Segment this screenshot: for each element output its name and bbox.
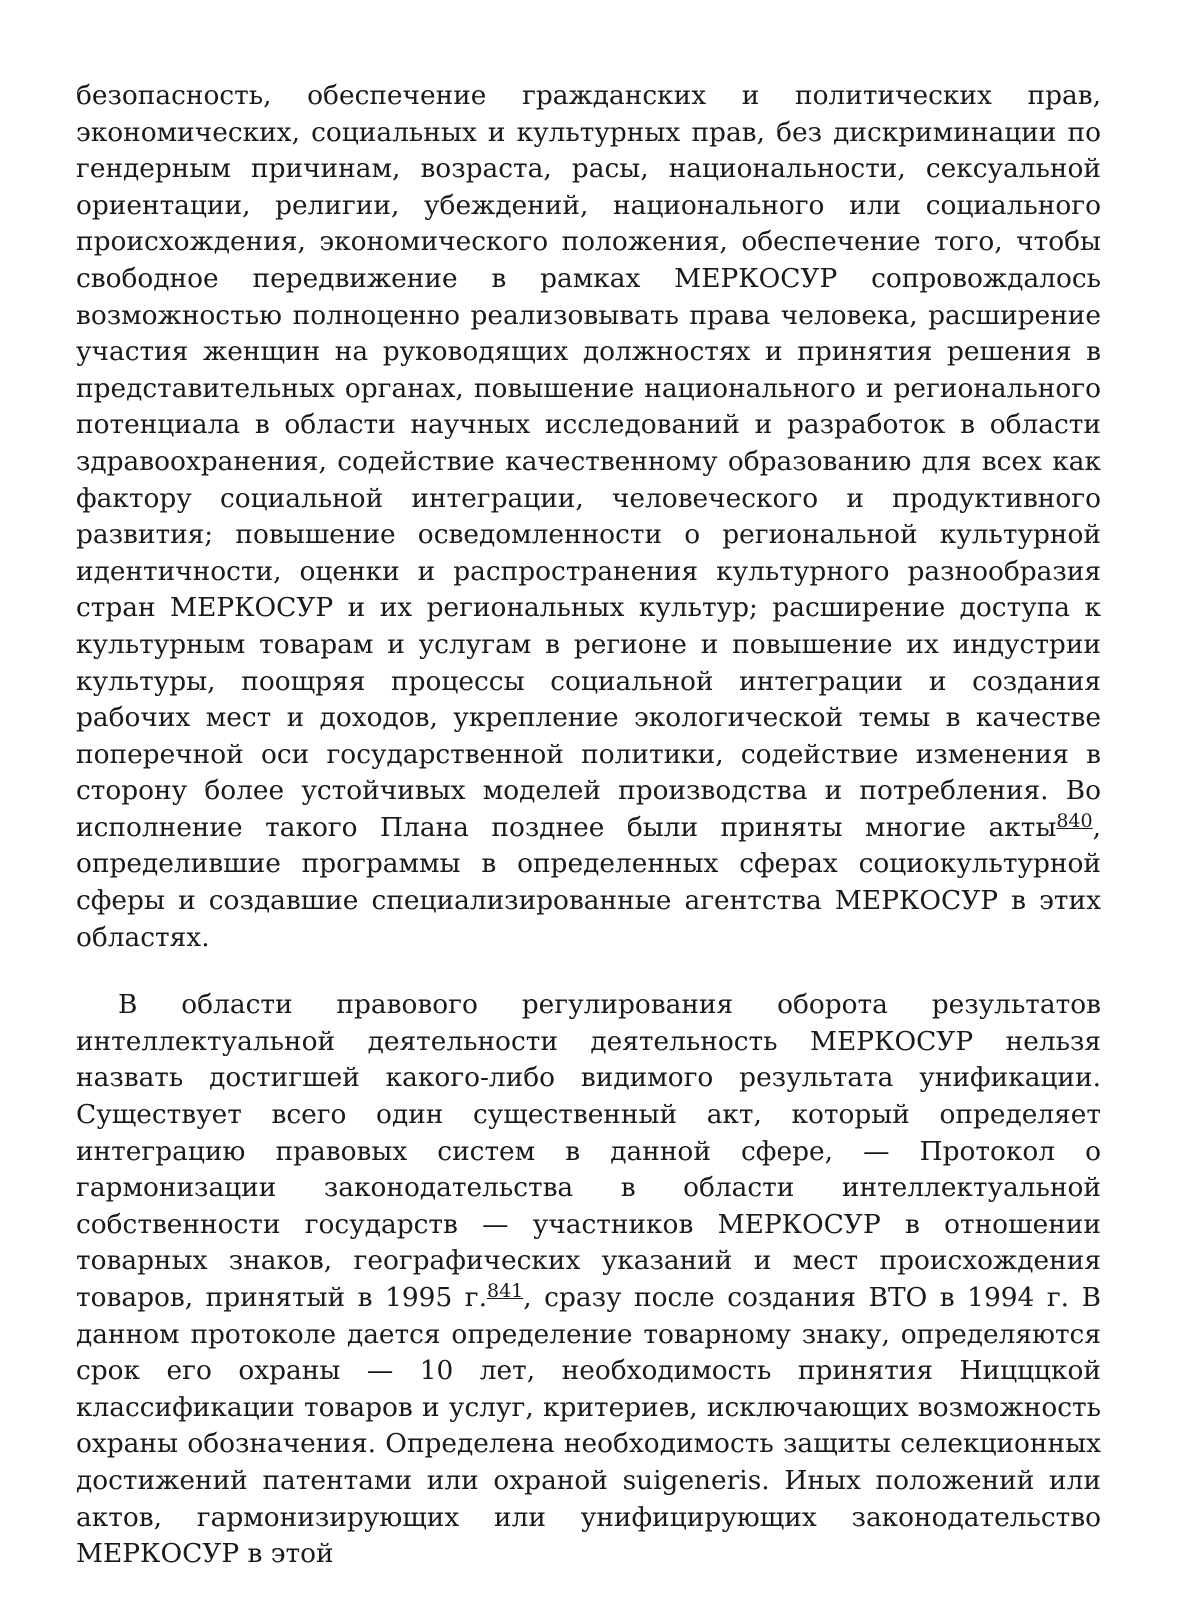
footnote-link-841[interactable]: 841 <box>486 1280 524 1302</box>
paragraph-2-text-b: , сразу после создания ВТО в 1994 г. В данном протоколе дается определение товарному знаку, определяются срок его охраны — 10 лет, необходимость принятия Ницццкой классификации товаров и услуг, критериев, исключающих возможность охраны обозначения. Определена необходимость защиты селекционных достижений патентами или охраной suigeneris. Иных положений или актов, гармонизирующих или унифицирующих законодательство МЕРКОСУР в этой <box>76 1282 1101 1570</box>
paragraph-1-text-b: , определившие программы в определенных сферах социокультурной сферы и создавшие специализированные агентства МЕРКОСУР в этих областях. <box>76 811 1101 953</box>
paragraph-2-text-a: В области правового регулирования оборота результатов интеллектуальной деятельности деятельность МЕРКОСУР нельзя назвать достигшей какого-либо видимого результата унификации. Существует всего один существенный акт, который определяет интеграцию правовых систем в данной сфере, — Протокол о гармонизации законодательства в области интеллектуальной собственности государств — участников МЕРКОСУР в отношении товарных знаков, географических указаний и мест происхождения товаров, принятый в 1995 г. <box>76 989 1101 1313</box>
document-page <box>76 78 1101 1573</box>
footnote-link-840[interactable]: 840 <box>1056 809 1093 832</box>
paragraph-1-text-a: безопасность, обеспечение гражданских и политических прав, экономических, социальных и культурных прав, без дискриминации по гендерным причинам, возраста, расы, национальности, сексуальной ориентации, религии, убеждений, национального или социального происхождения, экономического положения, обеспечение того, чтобы свободное передвижение в рамках МЕРКОСУР сопровождалось возможностью полноценно реализовывать права человека, расширение участия женщин на руководящих должностях и принятия решения в представительных органах, повышение национального и регионального потенциала в области научных исследований и разработок в области здравоохранения, содействие качественному образованию для всех как фактору социальной интеграции, человеческого и продуктивного развития; повышение осведомленности о региональной культурной идентичности, оценки и распространения культурного разнообразия стран МЕРКОСУР и их региональных культур; расширение доступа к культурным товарам и услугам в регионе и повышение их индустрии культуры, поощряя процессы социальной интеграции и создания рабочих мест и доходов, укрепление экологической темы в качестве поперечной оси государственной политики, содействие изменения в сторону более устойчивых моделей производства и потребления. Во исполнение такого Плана позднее были приняты многие акты <box>76 80 1101 843</box>
paragraph-1 <box>76 78 1101 956</box>
paragraph-2 <box>76 987 1101 1573</box>
